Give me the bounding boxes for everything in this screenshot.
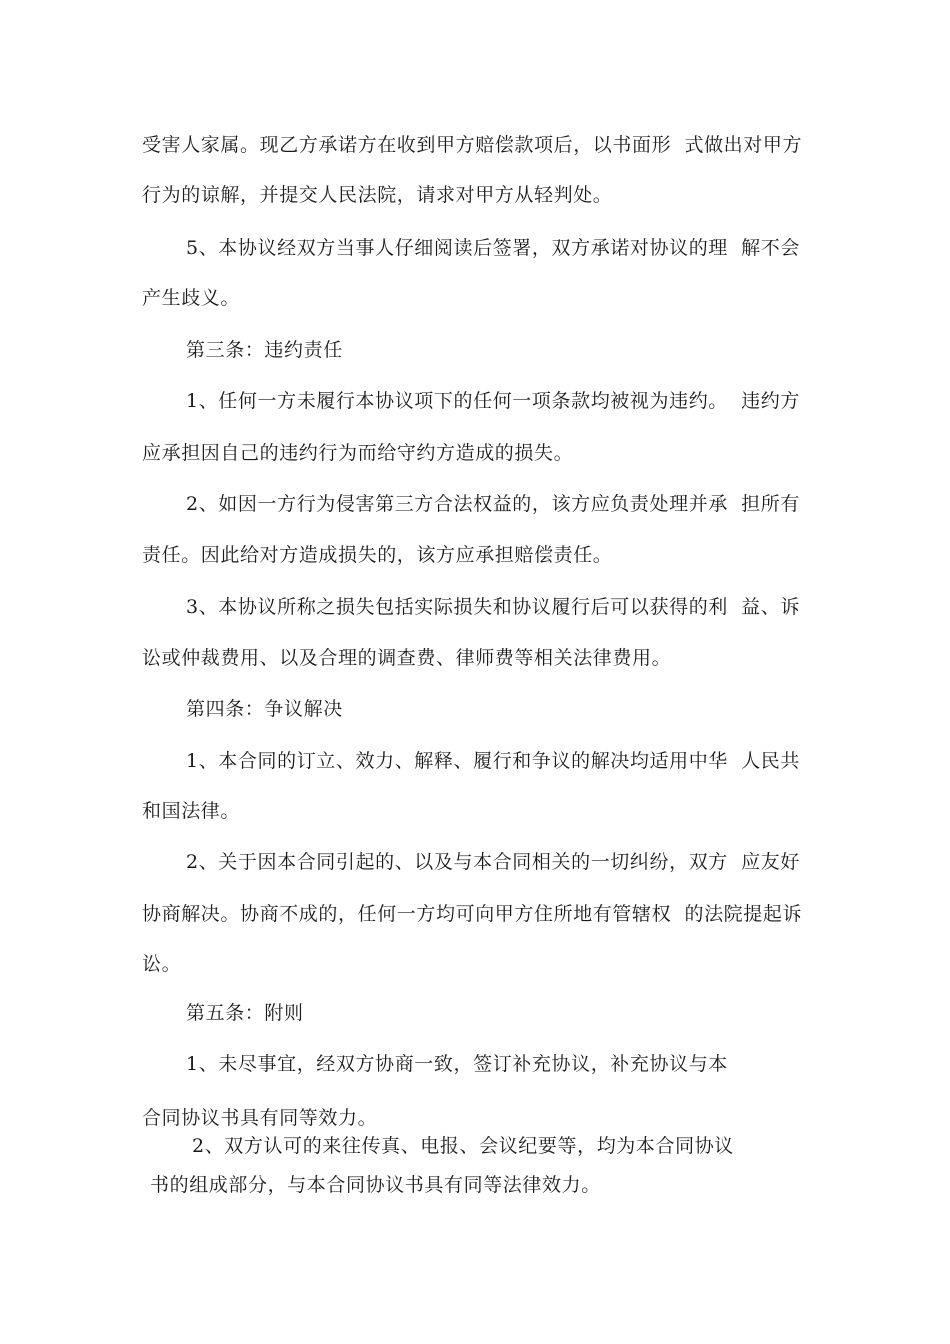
section-heading: 第三条：违约责任: [186, 339, 343, 361]
text-line: 和国法律。: [142, 800, 241, 822]
text-line: 责任。因此给对方造成损失的，该方应承担赔偿责任。: [142, 544, 613, 566]
text-line: 合同协议书具有同等效力。: [142, 1107, 378, 1129]
text-line: 产生歧义。: [142, 287, 241, 309]
text-line: 讼或仲裁费用、以及合理的调查费、律师费等相关法律费用。: [142, 647, 672, 669]
text-line: 1、本合同的订立、效力、解释、履行和争议的解决均适用中华 人民共: [186, 750, 800, 772]
text-line: 受害人家属。现乙方承诺方在收到甲方赔偿款项后，以书面形 式做出对甲方: [142, 134, 803, 156]
text-line: 2、双方认可的来往传真、电报、会议纪要等，均为本合同协议: [192, 1135, 734, 1157]
text-line: 5、本协议经双方当事人仔细阅读后签署，双方承诺对协议的理 解不会: [186, 237, 800, 259]
text-line: 2、如因一方行为侵害第三方合法权益的，该方应负责处理并承 担所有: [186, 493, 800, 515]
text-line: 1、任何一方未履行本协议项下的任何一项条款均被视为违约。 违约方: [186, 390, 800, 412]
section-heading: 第四条：争议解决: [186, 698, 343, 720]
text-line: 协商解决。协商不成的，任何一方均可向甲方住所地有管辖权 的法院提起诉: [142, 903, 803, 925]
text-line: 1、未尽事宜，经双方协商一致，签订补充协议，补充协议与本: [186, 1053, 728, 1075]
text-line: 行为的谅解，并提交人民法院，请求对甲方从轻判处。: [142, 184, 613, 206]
text-line: 书的组成部分，与本合同协议书具有同等法律效力。: [150, 1174, 601, 1196]
text-line: 3、本协议所称之损失包括实际损失和协议履行后可以获得的利 益、诉: [186, 596, 800, 618]
section-heading: 第五条：附则: [186, 1002, 304, 1024]
text-line: 应承担因自己的违约行为而给守约方造成的损失。: [142, 442, 574, 464]
text-line: 讼。: [142, 953, 182, 975]
text-line: 2、关于因本合同引起的、以及与本合同相关的一切纠纷，双方 应友好: [186, 851, 800, 873]
